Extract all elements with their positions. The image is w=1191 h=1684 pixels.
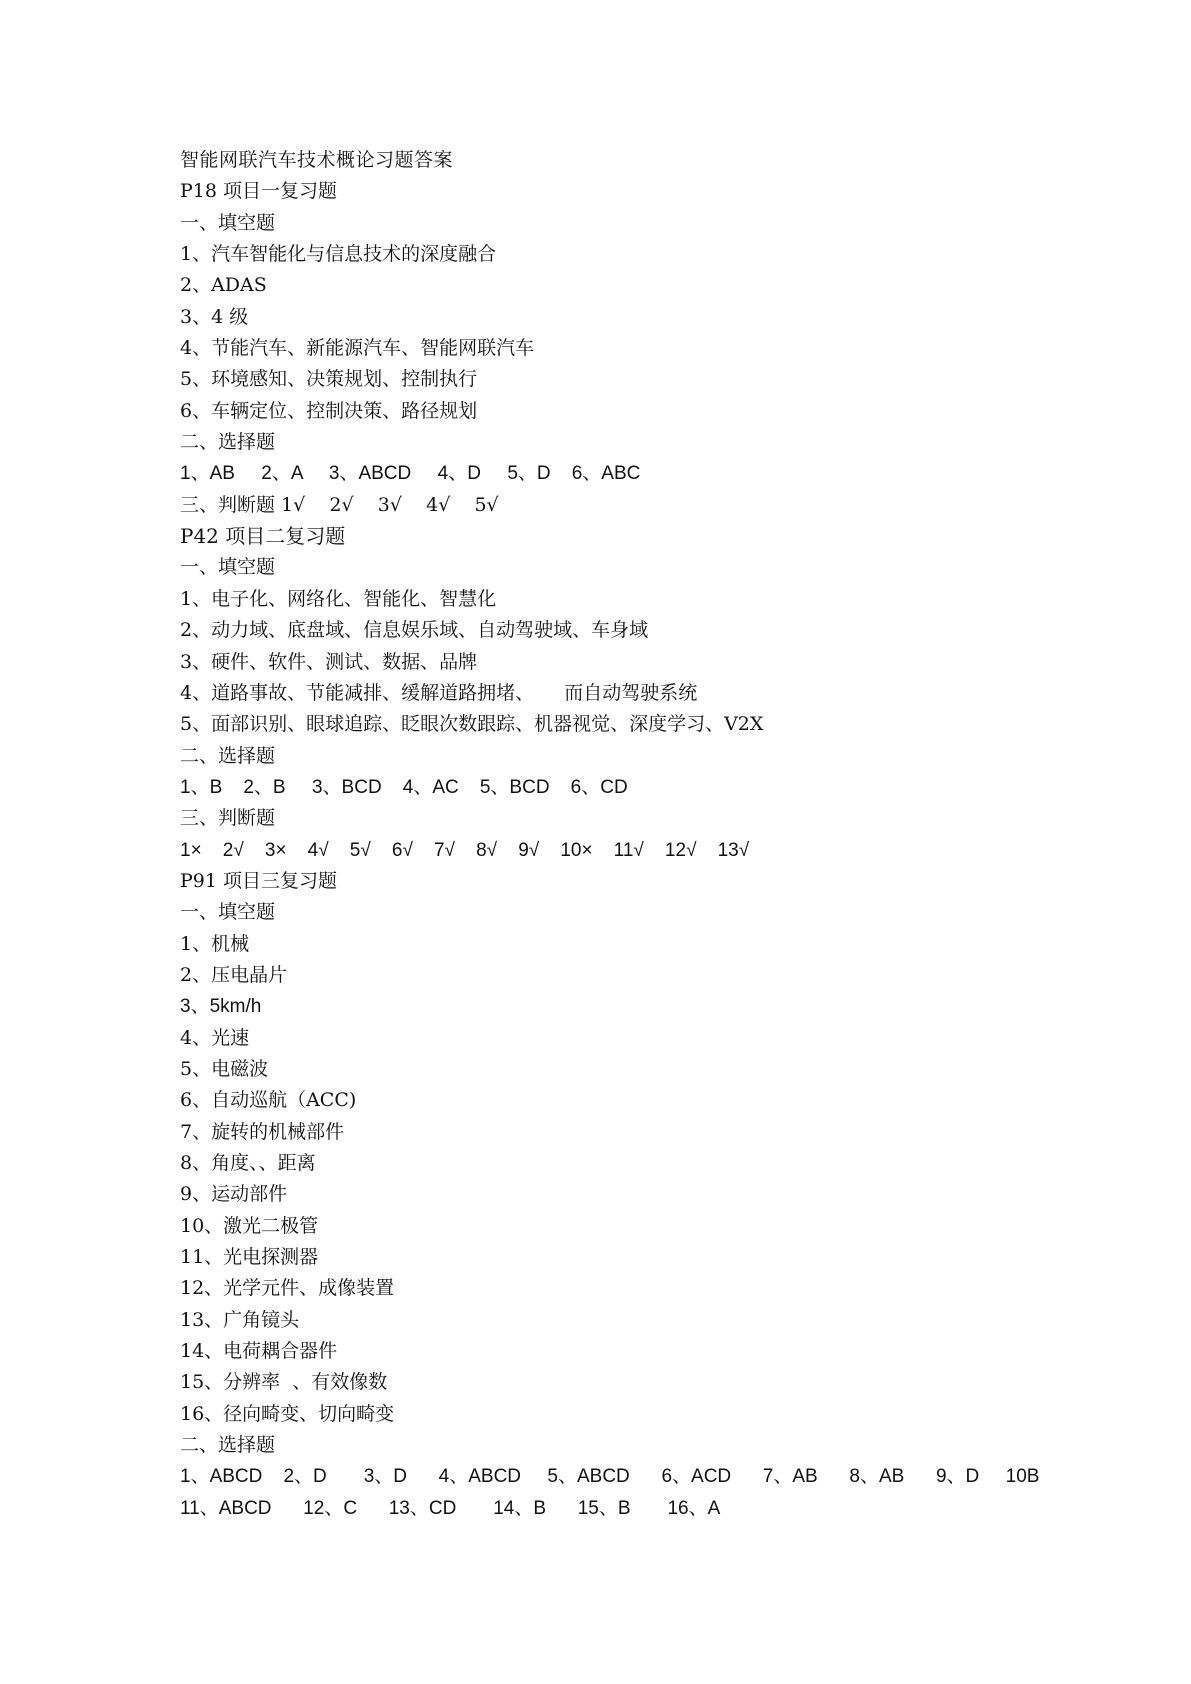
answer-line: 三、判断题 1√ 2√ 3√ 4√ 5√ bbox=[180, 493, 499, 516]
answer-line: 12、光学元件、成像装置 bbox=[180, 1277, 395, 1300]
subsection-heading: 一、填空题 bbox=[180, 901, 276, 924]
answer-line: 14、电荷耦合器件 bbox=[180, 1340, 338, 1363]
document-content bbox=[180, 145, 1080, 1524]
answer-line: 10、激光二极管 bbox=[180, 1214, 319, 1237]
answer-line: 8、角度、、距离 bbox=[180, 1152, 316, 1174]
subsection-heading: 三、判断题 bbox=[180, 807, 276, 830]
answer-line: 4、道路事故、节能减排、缓解道路拥堵、 而自动驾驶系统 bbox=[180, 681, 698, 704]
answer-line: 1× 2√ 3× 4√ 5√ 6√ 7√ 8√ 9√ 10× 11√ 12√ 13√ bbox=[180, 839, 750, 861]
answer-line: 1、ABCD 2、D 3、D 4、ABCD 5、ABCD 6、ACD 7、AB 8、AB 9、D 10B bbox=[180, 1466, 1040, 1488]
section-heading-project-2: P42 项目二复习题 bbox=[180, 524, 346, 549]
answer-line: 4、光速 bbox=[180, 1026, 250, 1049]
answer-line: 3、硬件、软件、测试、数据、品牌 bbox=[180, 650, 478, 673]
answer-line: 11、ABCD 12、C 13、CD 14、B 15、B 16、A bbox=[180, 1497, 721, 1519]
answer-line: 16、径向畸变、切向畸变 bbox=[180, 1402, 395, 1425]
document-title: 智能网联汽车技术概论习题答案 bbox=[180, 149, 454, 171]
answer-line: 2、ADAS bbox=[180, 274, 267, 297]
section-heading-project-1: P18 项目一复习题 bbox=[180, 180, 338, 203]
answer-line: 1、机械 bbox=[180, 932, 250, 955]
answer-line: 4、节能汽车、新能源汽车、智能网联汽车 bbox=[180, 337, 535, 360]
subsection-heading: 一、填空题 bbox=[180, 211, 276, 234]
answer-line: 1、B 2、B 3、BCD 4、AC 5、BCD 6、CD bbox=[180, 776, 628, 798]
answer-line: 5、电磁波 bbox=[180, 1057, 269, 1080]
answer-line: 13、广角镜头 bbox=[180, 1308, 300, 1331]
answer-line: 5、面部识别、眼球追踪、眨眼次数跟踪、机器视觉、深度学习、V2X bbox=[180, 713, 764, 736]
subsection-heading: 二、选择题 bbox=[180, 1434, 276, 1457]
subsection-heading: 二、选择题 bbox=[180, 431, 276, 454]
answer-line: 6、自动巡航（ACC) bbox=[180, 1089, 357, 1112]
answer-line: 1、电子化、网络化、智能化、智慧化 bbox=[180, 587, 497, 610]
answer-line: 1、AB 2、A 3、ABCD 4、D 5、D 6、ABC bbox=[180, 463, 641, 485]
answer-line: 3、4 级 bbox=[180, 305, 249, 328]
answer-line: 6、车辆定位、控制决策、路径规划 bbox=[180, 399, 478, 422]
answer-line: 2、压电晶片 bbox=[180, 963, 288, 986]
subsection-heading: 一、填空题 bbox=[180, 556, 276, 579]
answer-line: 11、光电探测器 bbox=[180, 1246, 319, 1269]
answer-line: 1、汽车智能化与信息技术的深度融合 bbox=[180, 243, 497, 266]
answer-line: 15、分辨率 、有效像数 bbox=[180, 1371, 388, 1394]
answer-line: 3、5km/h bbox=[180, 996, 262, 1018]
answer-line: 7、旋转的机械部件 bbox=[180, 1120, 345, 1143]
subsection-heading: 二、选择题 bbox=[180, 744, 276, 767]
section-heading-project-3: P91 项目三复习题 bbox=[180, 869, 338, 892]
answer-line: 2、动力域、底盘域、信息娱乐域、自动驾驶域、车身域 bbox=[180, 619, 649, 642]
answer-line: 9、运动部件 bbox=[180, 1183, 288, 1206]
answer-line: 5、环境感知、决策规划、控制执行 bbox=[180, 368, 478, 391]
